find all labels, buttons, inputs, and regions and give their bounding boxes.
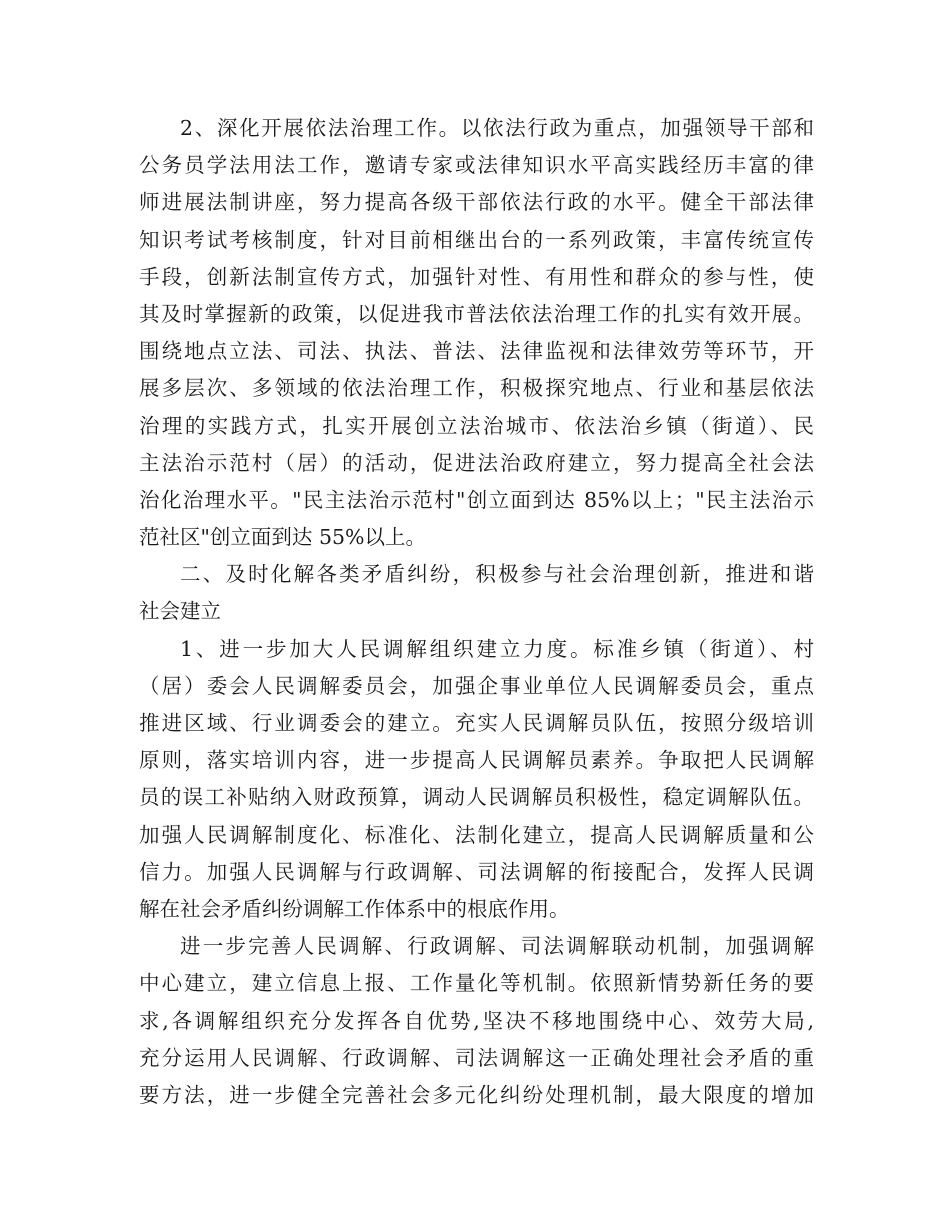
text-line: 进一步完善人民调解、行政调解、司法调解联动机制，加强调解 bbox=[180, 934, 814, 959]
text-line: 员的误工补贴纳入财政预算，调动人民调解员积极性，稳定调解队伍。 bbox=[139, 785, 814, 810]
text-line: 手段，创新法制宣传方式，加强针对性、有用性和群众的参与性，使 bbox=[139, 264, 814, 289]
text-line: 知识考试考核制度，针对目前相继出台的一系列政策，丰富传统宣传 bbox=[139, 227, 814, 252]
text-line: 其及时掌握新的政策，以促进我市普法依法治理工作的扎实有效开展。 bbox=[139, 301, 814, 326]
text-line: 2、深化开展依法治理工作。以依法行政为重点，加强领导干部和 bbox=[180, 116, 814, 140]
text-line: 治理的实践方式，扎实开展创立法治城市、依法治乡镇（街道）、民 bbox=[139, 413, 814, 438]
text-line: 信力。加强人民调解与行政调解、司法调解的衔接配合，发挥人民调 bbox=[139, 859, 814, 884]
text-line: 展多层次、多领域的依法治理工作，积极探究地点、行业和基层依法 bbox=[139, 376, 814, 401]
text-line: 原则，落实培训内容，进一步提高人民调解员素养。争取把人民调解 bbox=[139, 748, 814, 773]
text-line: 要方法，进一步健全完善社会多元化纠纷处理机制，最大限度的增加 bbox=[139, 1082, 814, 1107]
section-heading: 二、及时化解各类矛盾纠纷，积极参与社会治理创新，推进和谐 bbox=[180, 562, 814, 587]
text-line: 师进展法制讲座，努力提高各级干部依法行政的水平。健全干部法律 bbox=[139, 190, 814, 215]
text-line: 主法治示范村（居）的活动，促进法治政府建立，努力提高全社会法 bbox=[139, 450, 814, 475]
text-line: （居）委会人民调解委员会，加强企事业单位人民调解委员会，重点 bbox=[139, 673, 814, 698]
section-heading: 社会建立 bbox=[139, 599, 221, 624]
document-body bbox=[139, 110, 814, 1114]
text-line: 公务员学法用法工作，邀请专家或法律知识水平高实践经历丰富的律 bbox=[139, 153, 814, 178]
text-line: 中心建立，建立信息上报、工作量化等机制。依照新情势新任务的要 bbox=[139, 971, 814, 996]
text-line: 1、进一步加大人民调解组织建立力度。标准乡镇（街道）、村 bbox=[180, 636, 814, 661]
text-line: 范社区"创立面到达 55%以上。 bbox=[139, 525, 427, 550]
text-line: 围绕地点立法、司法、执法、普法、法律监视和法律效劳等环节，开 bbox=[139, 339, 814, 364]
text-line: 加强人民调解制度化、标准化、法制化建立，提高人民调解质量和公 bbox=[139, 822, 814, 847]
text-line: 推进区域、行业调委会的建立。充实人民调解员队伍，按照分级培训 bbox=[139, 711, 814, 735]
text-line: 充分运用人民调解、行政调解、司法调解这一正确处理社会矛盾的重 bbox=[139, 1045, 814, 1070]
text-line: 解在社会矛盾纠纷调解工作体系中的根底作用。 bbox=[139, 896, 570, 921]
text-line: 治化治理水平。"民主法治示范村"创立面到达 85%以上；"民主法治示 bbox=[139, 487, 814, 512]
text-line: 求,各调解组织充分发挥各自优势,坚决不移地围绕中心、效劳大局, bbox=[139, 1008, 814, 1033]
